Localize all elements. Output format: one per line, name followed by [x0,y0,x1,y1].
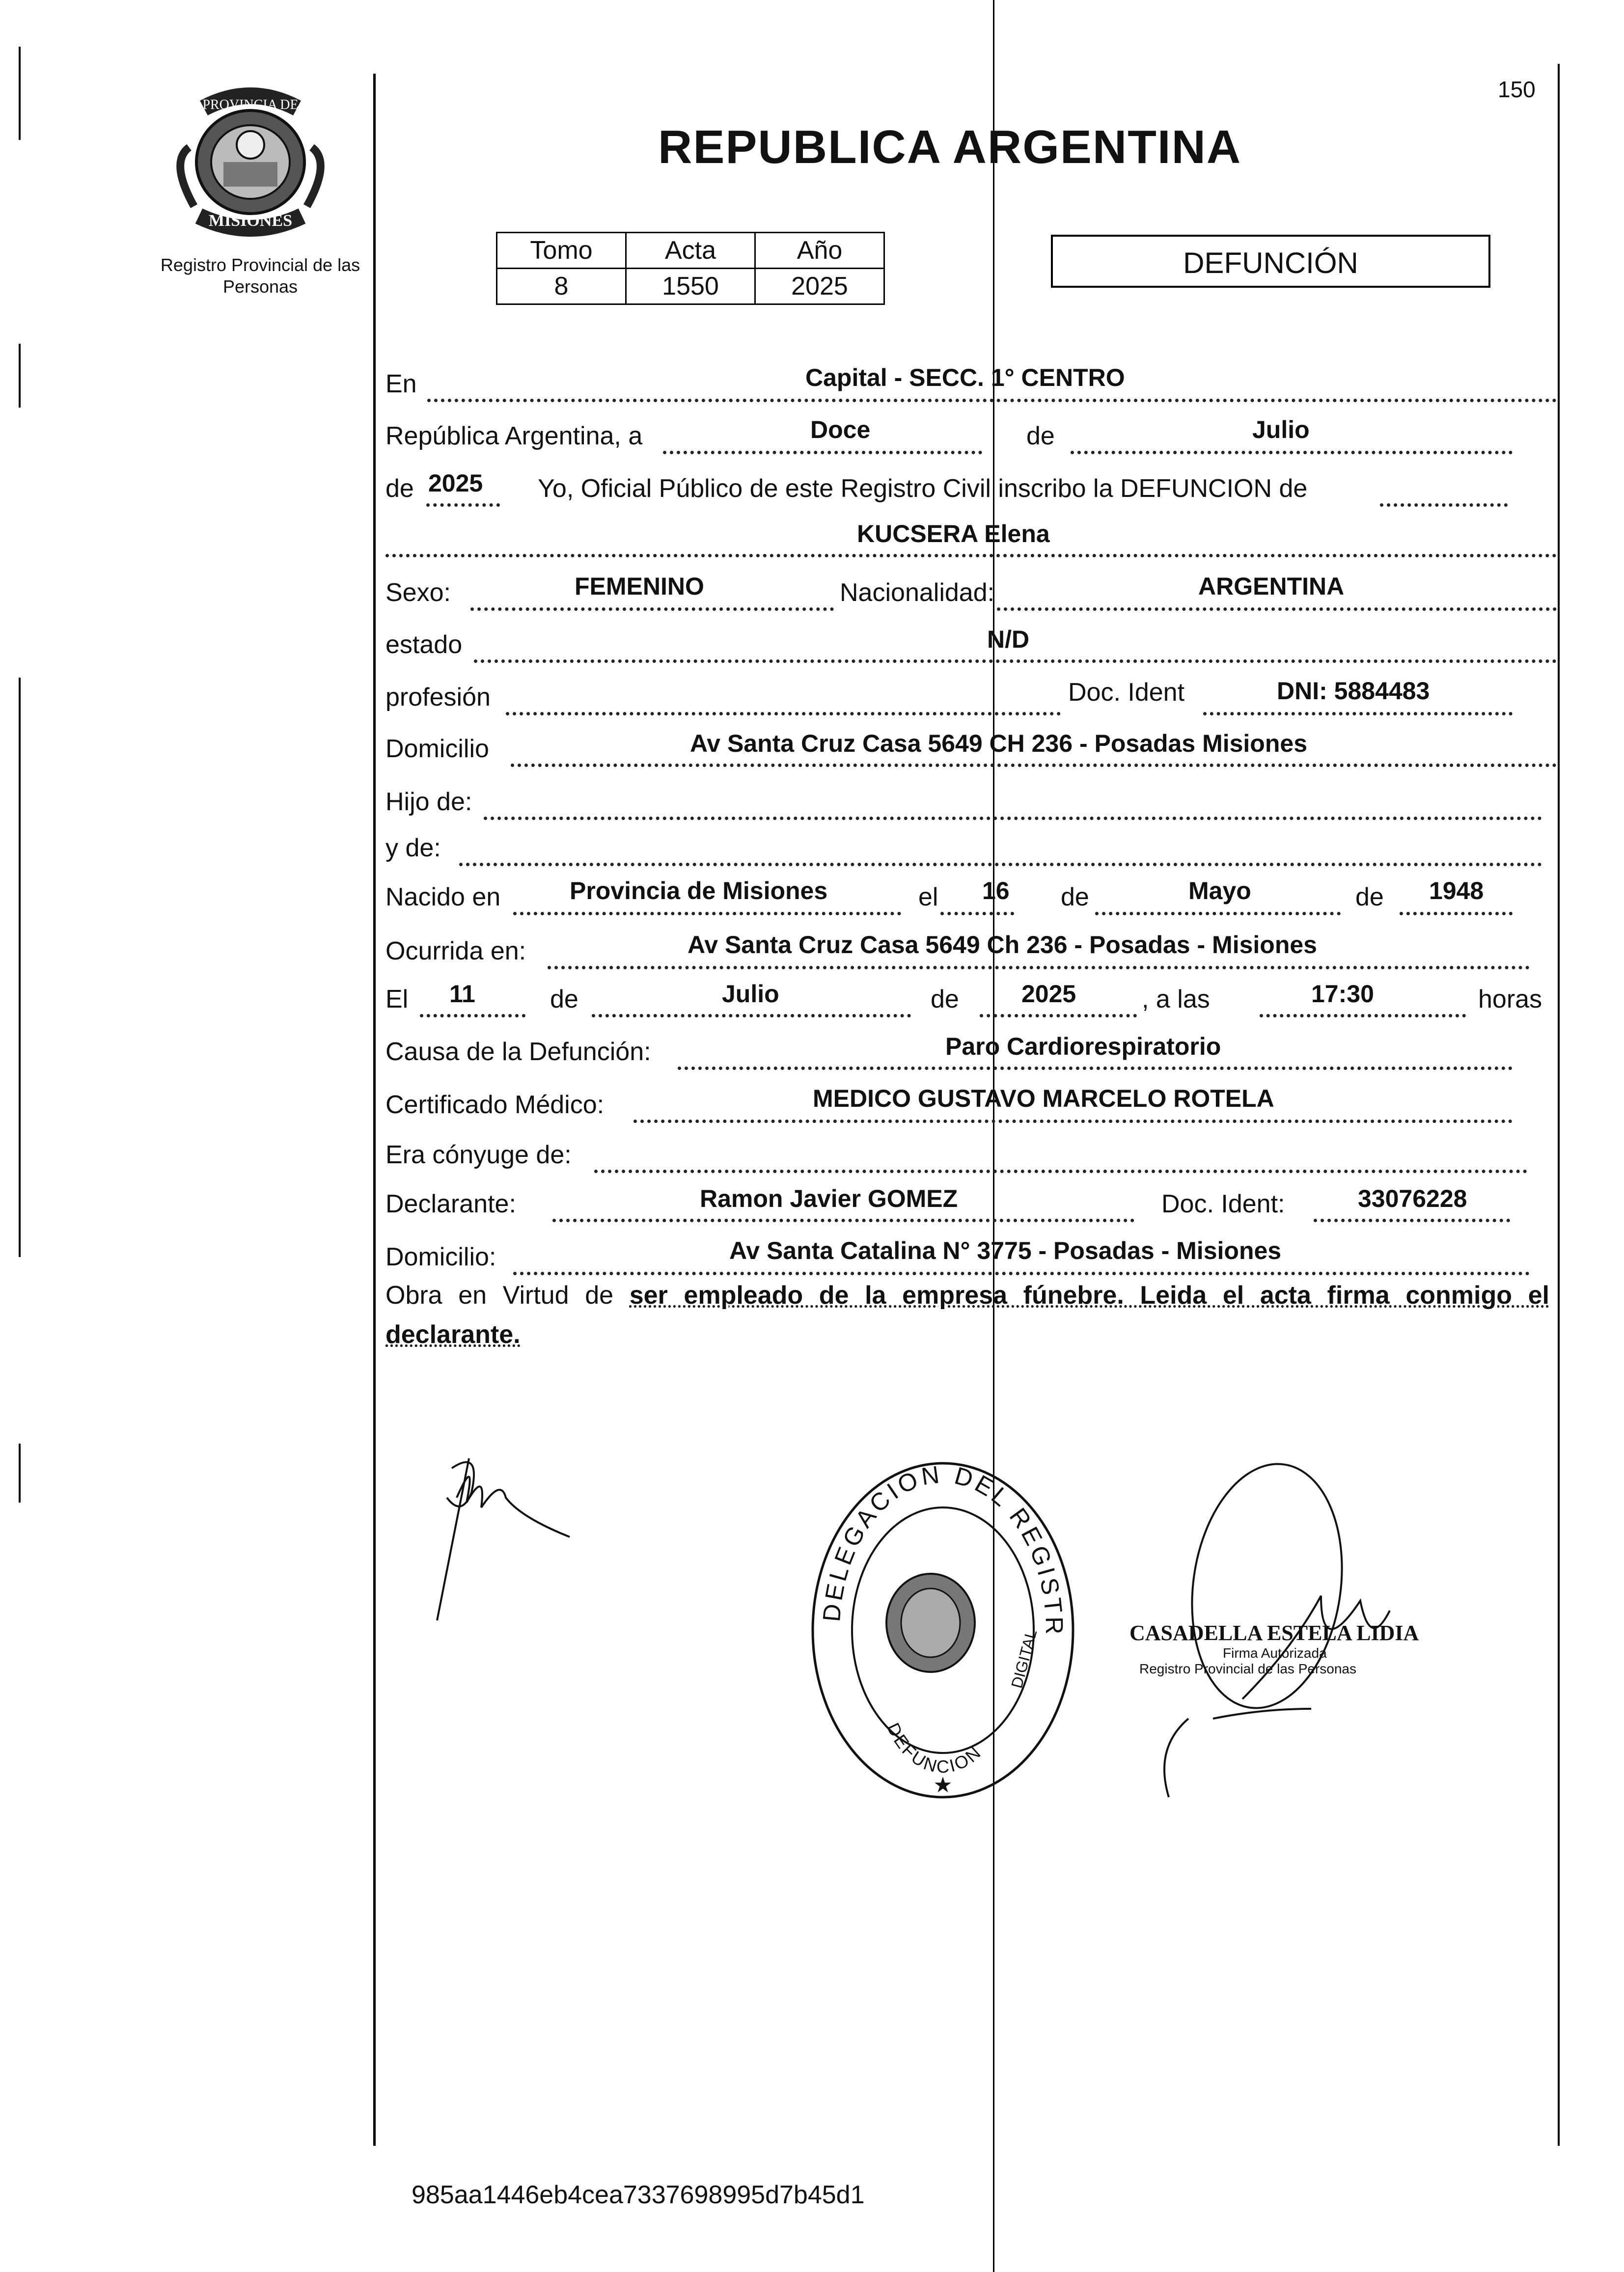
causa-label: Causa de la Defunción: [385,1038,651,1066]
nac-mes-line [1095,912,1341,915]
def-de2: de [931,985,959,1013]
nombre-value: KUCSERA Elena [857,520,1050,547]
document-hash: 985aa1446eb4cea7337698995d7b45d1 [412,2181,865,2209]
profesion-label: profesión [385,683,491,712]
stamp-right-text: DIGITAL [1007,1627,1041,1690]
doc-line [1203,712,1513,715]
en-label: En [385,370,417,398]
conyuge-line [594,1170,1527,1173]
hijo-label: Hijo de: [385,788,472,816]
nac-dia: 16 [982,877,1010,904]
scan-edge-mark [19,344,21,408]
table-header-anio: Año [755,233,884,269]
yo-line [1380,503,1508,507]
yo-text: Yo, Oficial Público de este Registro Civil inscribo la DEFUNCION de [538,474,1308,503]
scan-edge-mark [19,678,21,1257]
certificado-label: Certificado Médico: [385,1091,605,1119]
sexo-line [470,607,834,611]
nacido-label: Nacido en [385,883,501,911]
scan-edge-mark [19,1444,21,1503]
def-dia: 11 [449,980,475,1008]
svg-text:DEFUNCION [883,1720,986,1777]
nac-mes: Mayo [1188,877,1251,904]
en-line [427,399,1557,402]
conyuge-label: Era cónyuge de: [385,1141,572,1169]
domicilio-value: Av Santa Cruz Casa 5649 CH 236 - Posadas Misiones [690,730,1308,757]
declarante-label: Declarante: [385,1190,516,1218]
causa-value: Paro Cardiorespiratorio [945,1033,1221,1060]
nacionalidad-line [997,607,1557,611]
doc-value: DNI: 5884483 [1277,677,1430,705]
sexo-label: Sexo: [385,578,451,607]
certificado-value: MEDICO GUSTAVO MARCELO ROTELA [813,1085,1274,1112]
nacido-line [513,912,901,915]
declarante-line [552,1219,1134,1222]
nacionalidad-label: Nacionalidad: [840,578,995,607]
record-type-box: DEFUNCIÓN [1051,235,1490,288]
right-margin-rule [1558,64,1560,2146]
alas-label: , a las [1142,985,1210,1013]
yde-label: y de: [385,834,441,862]
stamp-outer-text: DELEGACION DEL REGISTR [817,1460,1069,1638]
misiones-emblem [160,79,341,246]
mes-value: Julio [1252,416,1310,443]
hora-value: 17:30 [1311,980,1374,1008]
emblem-top-text: PROVINCIA DE [202,97,299,112]
nac-anio: 1948 [1429,877,1484,904]
page-number: 150 [1498,77,1536,102]
mes-line [1071,451,1513,454]
def-dia-line [420,1014,525,1017]
nombre-line [385,554,1557,557]
declarant-signature [422,1439,609,1638]
anio-value: 2025 [428,469,483,497]
nacionalidad-value: ARGENTINA [1198,573,1345,600]
domicilio-label: Domicilio [385,735,489,763]
table-value-anio: 2025 [755,269,884,304]
declarante-value: Ramon Javier GOMEZ [700,1185,958,1212]
hora-line [1260,1014,1466,1017]
estado-label: estado [385,630,463,659]
officer-stamp-block [1129,1620,1434,1677]
table-value-acta: 1550 [626,269,755,304]
obra-paragraph [385,1276,1549,1354]
dia-line [663,451,982,454]
doc-label: Doc. Ident [1068,678,1185,707]
document-title: REPUBLICA ARGENTINA [658,121,1242,173]
causa-line [678,1067,1513,1070]
nac-dia-line [940,912,1014,915]
dia-value: Doce [810,416,871,443]
table-value-tomo: 8 [497,269,626,304]
decl-domicilio-line [513,1272,1530,1275]
estado-line [474,659,1557,663]
republica-label: República Argentina, a [385,422,643,450]
def-anio-line [980,1014,1137,1017]
anio-line [426,503,500,507]
el2-label: El [385,985,409,1013]
horas-label: horas [1478,985,1542,1013]
ocurrida-value: Av Santa Cruz Casa 5649 Ch 236 - Posadas - Misiones [688,931,1317,958]
ocurrida-line [548,966,1530,969]
decl-domicilio-label: Domicilio: [385,1243,496,1271]
obra-value: ser empleado de la empresa fúnebre. Leida el acta firma conmigo el declarante. [385,1281,1549,1349]
decl-domicilio-value: Av Santa Catalina N° 3775 - Posadas - Misiones [729,1237,1282,1264]
def-mes-line [592,1014,911,1017]
left-margin-rule [373,74,376,2146]
yde-line [459,863,1542,866]
nac-anio-line [1400,912,1513,915]
def-de1: de [550,985,578,1013]
nac-de2: de [1355,883,1384,911]
decl-doc-line [1314,1219,1510,1222]
emblem-bottom-text: MISIONES [208,212,293,230]
certificado-line [633,1120,1513,1123]
def-mes: Julio [722,980,779,1008]
sexo-value: FEMENINO [575,573,704,600]
ocurrida-label: Ocurrida en: [385,937,526,965]
table-header-tomo: Tomo [497,233,626,269]
scan-fold-line [993,0,994,2272]
hijo-line [484,817,1542,820]
domicilio-line [511,764,1557,767]
en-value: Capital - SECC. 1° CENTRO [805,364,1125,391]
de2-label: de [385,474,414,503]
obra-label: Obra en Virtud de [385,1281,614,1310]
registro-label: Registro Provincial de las Personas [160,255,360,297]
table-header-acta: Acta [626,233,755,269]
delegacion-stamp [805,1453,1080,1809]
stamp-star-icon: ★ [933,1773,953,1797]
nac-de1: de [1061,883,1089,911]
def-anio: 2025 [1021,980,1076,1008]
registry-table [496,232,885,305]
scan-edge-mark [19,47,21,140]
de-label: de [1026,422,1055,450]
estado-value: N/D [987,626,1030,653]
officer-office: Registro Provincial de las Personas [1139,1661,1356,1676]
decl-doc-value: 33076228 [1358,1185,1467,1212]
officer-role: Firma Autorizada [1223,1645,1327,1661]
officer-name: CASADELLA ESTELA LIDIA [1129,1621,1419,1645]
el-label: el [918,883,938,911]
decl-doc-label: Doc. Ident: [1161,1190,1285,1218]
stamp-bottom-text: DEFUNCION [883,1720,986,1777]
nacido-value: Provincia de Misiones [570,877,828,904]
profesion-line [506,712,1061,715]
